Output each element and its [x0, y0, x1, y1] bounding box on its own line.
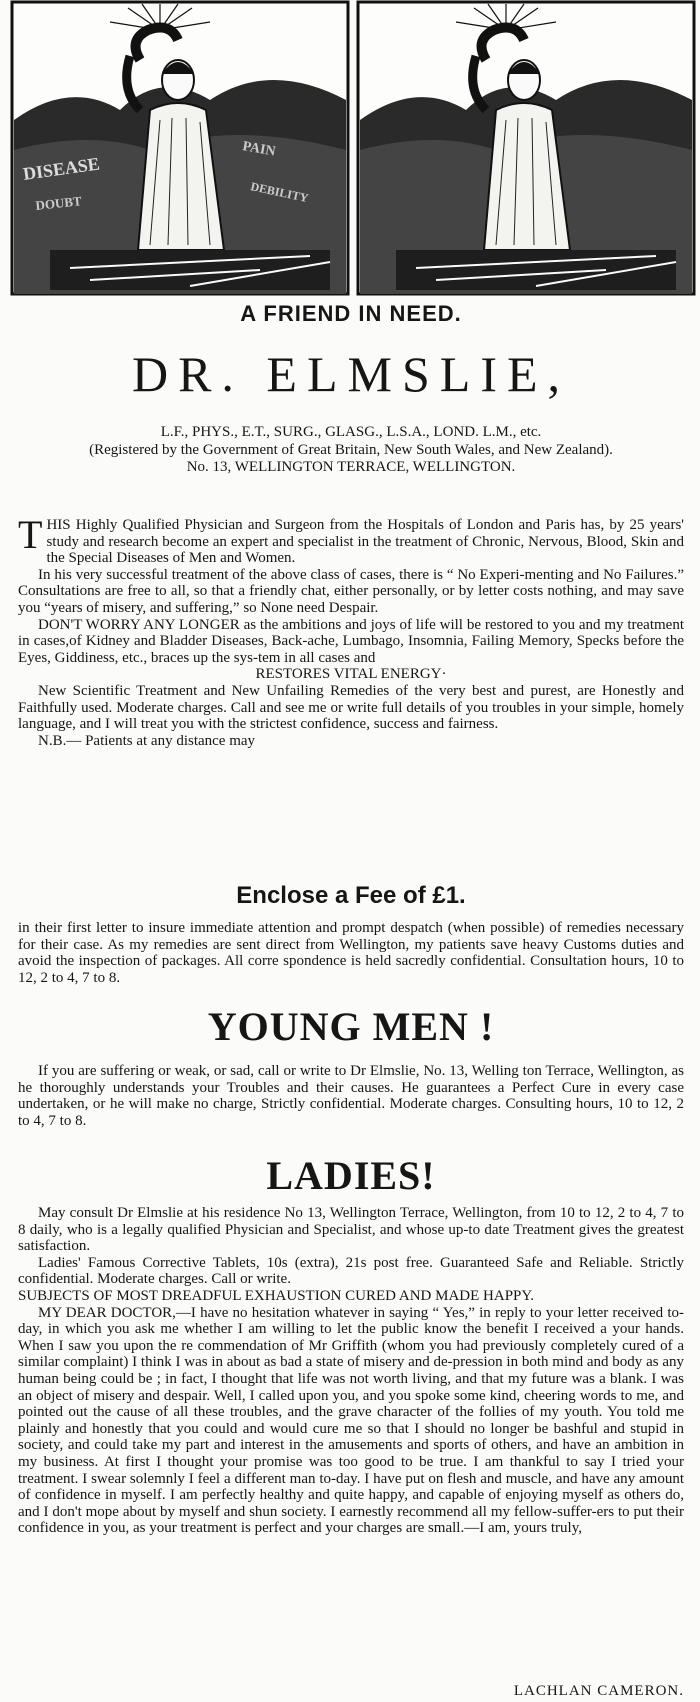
enclose-heading: Enclose a Fee of £1.	[236, 882, 466, 909]
qualifications: L.F., PHYS., E.T., SURG., GLASG., L.S.A., LOND. L.M., etc.	[160, 424, 542, 440]
paragraph: In his very successful treatment of the above class of cases, there is “ No Experi-menting and No Failures.” Consultations are free to all, so that a friendly chat, either personally, or by letter costs nothing, and may save you “years of misery, and suffering,” so None need Despair.	[18, 566, 684, 616]
paragraph: Ladies' Famous Corrective Tablets, 10s (extra), 21s post free. Guaranteed Safe and Reliable. Strictly confidential. Moderate charges. Call or write.	[18, 1254, 684, 1288]
nb-note: N.B.— Patients at any distance may	[38, 732, 256, 749]
intro-paragraph	[18, 512, 684, 567]
young-men-body	[18, 1063, 684, 1129]
illustration-word: DEBILITY	[249, 179, 310, 206]
restores-heading: RESTORES VITAL ENERGY·	[255, 666, 447, 683]
intro-text: HIS Highly Qualified Physician and Surgeon from the Hospitals of London and Paris has, by 25 years' study and research become an expert and specialist in the treatment of Chronic, Nervous, Blood, Skin and the Special Diseases of Men and Women.	[46, 517, 684, 567]
testimonial-letter: MY DEAR DOCTOR,—I have no hesitation whatever in saying “ Yes,” in reply to your letter received to-day, in which you ask me whether I am willing to let the public know the benefit I received a your hands. When I saw you upon the re commendation of Mr Griffith (whom you had previously completely cured of a similar complaint) I think I was in about as bad a state of misery and de-pression in both mind and body as any human being could be ; in fact, I thought that life was not worth living, and that my future was a blank. I was an object of misery and despair. Well, I called upon you, and you spoke some kind, cheering words to me, and pointed out the cause of all these troubles, and the grave character of the follies of my youth. You told me plainly and honestly that you could and would cure me so that I should no longer be bashful and stupid in society, and could take my part and interest in the amusements and sports of others, and have an ambition in my business. At first I thought your promise was too good to be true. I am thankful to say I tried your treatment. I swear solemnly I feel a different man to-day. I have put on flesh and muscle, and have any amount of confidence in myself. I am perfectly healthy and quite happy, and capable of enjoying myself as others do, and I don't mope about by myself and shun society. I earnestly recommend all my fellow-suffer-ers to put their confidence in you, as your treatment is perfect and your charges are small.—I am, yours truly,	[18, 1304, 684, 1537]
headline: A FRIEND IN NEED.	[240, 301, 462, 326]
main-body	[18, 512, 684, 749]
torch-bearer-illustration-left	[10, 0, 350, 296]
registration: (Registered by the Government of Great Britain, New South Wales, and New Zealand).	[89, 441, 613, 458]
paragraph: DON'T WORRY ANY LONGER as the ambitions and joys of life will be restored to you and my treatment in cases,of Kidney and Bladder Diseases, Back-ache, Lumbago, Insomnia, Failing Memory, Specks before the Eyes, Giddiness, etc., braces up the sys-tem in all cases and	[18, 616, 684, 666]
young-men-heading: YOUNG MEN !	[207, 1004, 495, 1049]
paragraph: May consult Dr Elmslie at his residence No 13, Wellington Terrace, Wellington, from 10 to 12, 2 to 4, 7 to 8 daily, who is a legally qualified Physician and Specialist, and whose up-to date Treatment gives the greatest satisfaction.	[18, 1205, 684, 1255]
doctor-name: DR. ELMSLIE,	[131, 346, 571, 402]
enclose-body	[18, 920, 684, 986]
illustration-row	[0, 0, 700, 298]
illustration-word: DISEASE	[21, 153, 101, 184]
ladies-heading: LADIES!	[266, 1153, 436, 1198]
signature: LACHLAN CAMERON.	[513, 1683, 684, 1699]
ladies-body	[18, 1205, 684, 1537]
torch-bearer-illustration-right	[356, 0, 696, 296]
qualifications-block	[18, 424, 684, 477]
subjects-heading: SUBJECTS OF MOST DREADFUL EXHAUSTION CURED AND MADE HAPPY.	[18, 1287, 535, 1304]
drop-cap: T	[18, 512, 43, 557]
paragraph: If you are suffering or weak, or sad, call or write to Dr Elmslie, No. 13, Welling ton Terrace, Wellington, as he thoroughly understands your Troubles and their causes. He guarantees a Perfect Cure in every case undertaken, or he will make no charge, Strictly confidential. Moderate charges. Consulting hours, 10 to 12, 2 to 4, 7 to 8.	[18, 1063, 684, 1129]
illustration-word: PAIN	[241, 139, 277, 160]
paragraph: in their first letter to insure immediate attention and prompt despatch (when possible) of remedies necessary for their case. As my remedies are sent direct from Wellington, my patients save heavy Customs duties and avoid the inspection of packages. All corre spondence is held sacredly confidential. Consultation hours, 10 to 12, 2 to 4, 7 to 8.	[18, 920, 684, 986]
illustration-word: DOUBT	[34, 193, 83, 213]
paragraph: New Scientific Treatment and New Unfailing Remedies of the very best and purest, are Honestly and Faithfully used. Moderate charges. Call and see me or write full details of you troubles in your simple, homely language, and I will treat you with the strictest confidence, success and fairness.	[18, 682, 684, 733]
address: No. 13, WELLINGTON TERRACE, WELLINGTON.	[186, 459, 516, 475]
